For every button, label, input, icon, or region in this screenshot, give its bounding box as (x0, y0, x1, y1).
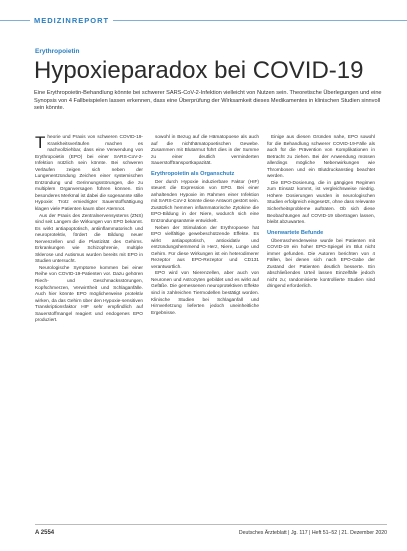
body-paragraph (151, 226, 259, 272)
body-paragraph (151, 180, 259, 226)
paragraph-text: Aus der Praxis des Zentralnervensystems (ZNS) sind seit Langem die Wirkungen von EPO bekannt. Es wirkt antiapoptotisch, antiinflammatorisch und neuroprotektiv, fördert die Bildung neuer Nervenzellen und die Plastizität des Gehirns. Erkrankungen wie Schizophrenie, multiple Sklerose und Autismus wurden bereits mit EPO in Studien untersucht. (35, 213, 143, 265)
text-column-3 (267, 135, 375, 291)
text-column-1 (35, 135, 143, 325)
body-paragraph (35, 135, 143, 214)
paragraph-text: EPO wird von Nierenzellen, aber auch von Neuronen und Astrozyten gebildet und es wirkt auf Gefäße. Die gemessenen neuroprotektiven Effekte sind in zahlreichen Tiermodellen bestätigt worden. Klinische Studien bei Schlaganfall und Hirnverletzung lieferten jedoch uneinheitliche Ergebnisse. (151, 271, 259, 316)
text-column-2 (151, 135, 259, 317)
footer-rule (35, 524, 387, 525)
paragraph-text: Einige aus diesen Gründen nahe, EPO sowohl für die Behandlung schwerer COVID-19-Fälle als auch für die Prävention von Komplikationen in Betracht zu ziehen. Bei der Anwendung müssen allerdings mögliche Nebenwirkungen wie Thrombosen und ein Blutdruckanstieg beachtet werden. (267, 135, 375, 180)
body-paragraph (151, 135, 259, 168)
paragraph-text: Neben der Stimulation der Erythropoese hat EPO vielfältige gewebeschützende Effekte. Es wirkt antiapoptotisch, antioxidativ und entzündungshemmend in Herz, Niere, Lunge und Gehirn. Für diese Wirkungen ist ein heterodimerer Rezeptor aus EPO-Rezeptor und CD131 verantwortlich. (151, 225, 259, 270)
body-paragraph (267, 135, 375, 181)
subheading: Unerwartete Befunde (267, 229, 324, 236)
body-paragraph (267, 239, 375, 291)
paragraph-text: Die EPO-Dosierung, die in gängigen Regimen zum Einsatz kommt, ist vergleichsweise niedrig. Höhere Dosierungen wurden in neurologischen Studien erfolgreich eingesetzt, ohne dass relevante Sicherheitsprobleme auftraten. Ob sich diese Beobachtungen auf COVID-19 übertragen lassen, bleibt abzuwarten. (267, 180, 375, 226)
body-paragraph (35, 266, 143, 325)
paragraph-text: Neurologische Symptome kommen bei einer Reihe von COVID-19-Patienten vor. Dazu gehören Riech- und Geschmacksstörungen, Kopfschmerzen, Verwirrtheit und Schlaganfälle. Auch hier könnte EPO möglicherweise protektiv wirken, da das Gehirn über den Hypoxie-sensitiven Transkriptionsfaktor HIF sehr empfindlich auf Sauerstoffmangel reagiert und endogenes EPO produziert. (35, 265, 143, 324)
article-headline: Hypoxieparadox bei COVID-19 (34, 57, 364, 84)
paragraph-text: Überraschenderweise wurde bei Patienten mit COVID-19 ein hoher EPO-Spiegel im Blut nicht immer gefunden. Die Autoren berichten von 4 Fällen, bei denen sich nach EPO-Gabe der Zustand der Patienten deutlich besserte. Ein abschließendes Urteil lassen Einzelfälle jedoch nicht zu; randomisierte kontrollierte Studien sind dringend erforderlich. (267, 238, 375, 290)
paragraph-text: heorie und Praxis von schweren COVID-19-Krankheitsverläufen machen es nachvollziehbar, dass eine Verwendung von Erythropoietin (EPO) bei einer SARS-CoV-2-Infektion nützlich sein könnte. Bei schweren Verläufen zeigen sich neben der Lungenentzündung Zeichen einer systemischen Entzündung und Gerinnungsstörungen, die zu multiplem Organversagen führen können. Ein besonderes Merkmal ist dabei die sogenannte stille Hypoxie: Trotz erniedrigter Sauerstoffsättigung klagen viele Patienten kaum über Atemnot. (35, 135, 143, 213)
subheading: Erythropoietin als Organschutz (151, 170, 235, 177)
journal-citation: Deutsches Ärzteblatt | Jg. 117 | Heft 51–52 | 21. Dezember 2020 (238, 530, 387, 536)
section-label: MEDIZINREPORT (30, 14, 113, 27)
section-header (0, 14, 407, 27)
article-kicker: Erythropoietin (35, 48, 80, 55)
paragraph-text: Der durch Hypoxie induzierbare Faktor (HIF) steuert die Expression von EPO. Bei einer anhaltenden Hypoxie im Rahmen einer Infektion mit SARS-CoV-2 könnte diese Antwort gestört sein. Zusätzlich hemmen inflammatorische Zytokine die EPO-Bildung in der Niere, wodurch sich eine Entzündungsanämie entwickelt. (151, 179, 259, 225)
article-lead: Eine Erythropoietin-Behandlung könnte bei schwerer SARS-CoV-2-Infektion vielleicht von Nutzen sein. Theoretische Überlegungen und eine Synopsis von 4 Fallbeispielen lassen erkennen, dass eine Überprüfung der Wirksamkeit dieses Medikamentes in klinischen Studien sinnvoll sein könnte. (34, 90, 382, 112)
paragraph-text: sowohl in Bezug auf die Hämatopoese als auch auf die nichthämatopoetischen Gewebe. Zusammen mit Blutarmut führt dies in der Summe zu einer deutlich verminderten Sauerstofftransportkapazität. (151, 135, 259, 167)
body-paragraph (151, 271, 259, 317)
drop-cap: T (35, 133, 46, 152)
body-paragraph (267, 181, 375, 227)
body-paragraph (35, 214, 143, 266)
page-number: A 2554 (35, 530, 55, 536)
